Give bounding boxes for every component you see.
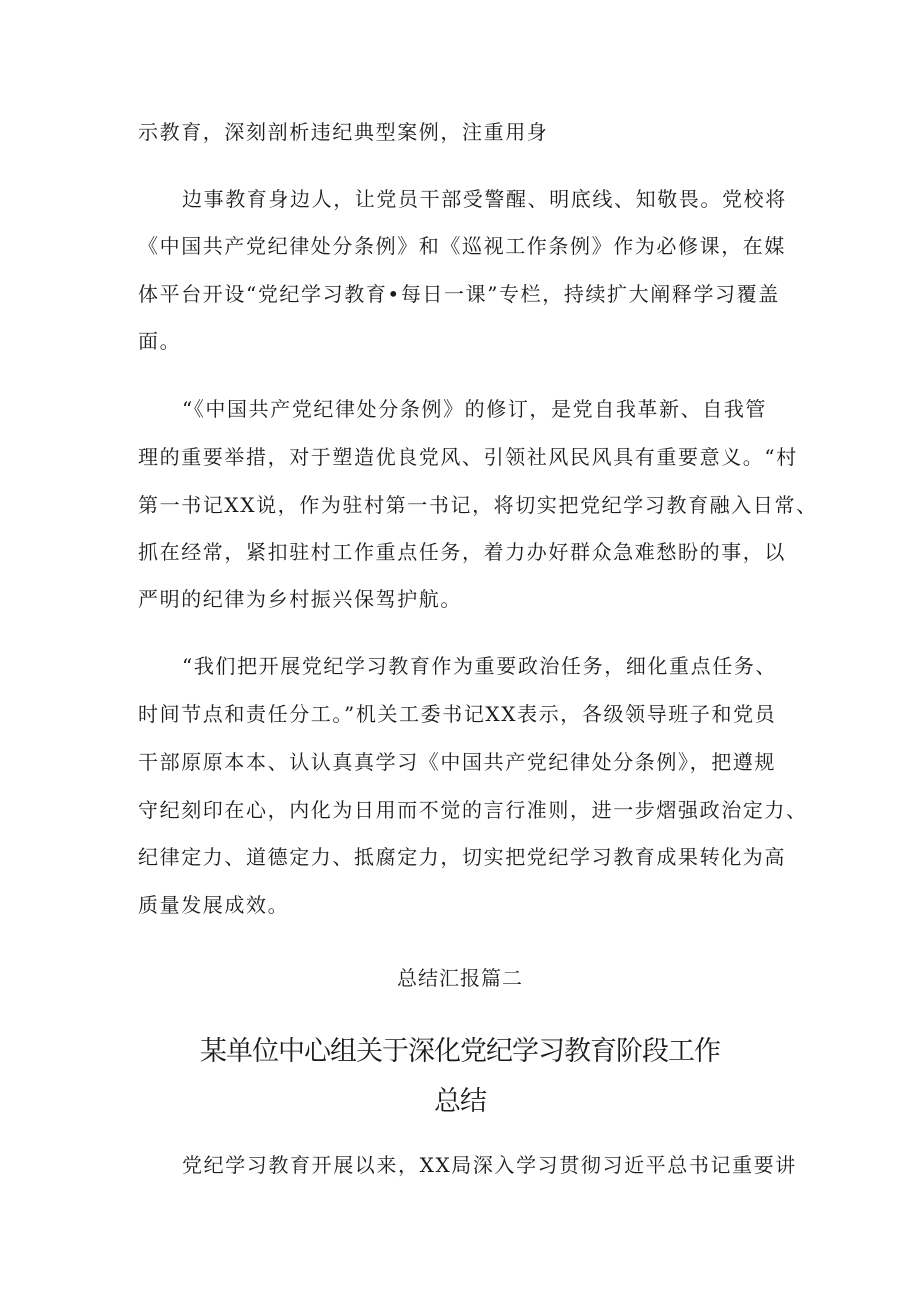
text-line: 守纪刻印在心，内化为日用而不觉的言行准则，进一步熠强政治定力、 — [138, 798, 808, 822]
text-line: 示教育，深刻剖析违纪典型案例，注重用身 — [138, 120, 549, 144]
document-title: 某单位中心组关于深化党纪学习教育阶段工作 — [200, 1036, 720, 1067]
text-line: 边事教育身边人，让党员干部受警醒、明底线、知敬畏。党校将 — [182, 187, 787, 211]
text-line: “我们把开展党纪学习教育作为重要政治任务，细化重点任务、 — [182, 654, 778, 678]
text-line: 质量发展成效。 — [138, 893, 290, 917]
text-line: 党纪学习教育开展以来，XX局深入学习贯彻习近平总书记重要讲 — [182, 1153, 797, 1177]
text-line: 体平台开设“党纪学习教育•每日一课”专栏，持续扩大阐释学习覆盖 — [138, 282, 780, 306]
text-line: 面。 — [138, 329, 182, 353]
text-line: 纪律定力、道德定力、抵腐定力，切实把党纪学习教育成果转化为高 — [138, 845, 786, 869]
document-title-continued: 总结 — [434, 1086, 486, 1117]
text-line: 《中国共产党纪律处分条例》和《巡视工作条例》作为必修课，在媒 — [138, 234, 786, 258]
section-label: 总结汇报篇二 — [397, 966, 523, 990]
text-line: 干部原原本本、认认真真学习《中国共产党纪律处分条例》，把遵规 — [138, 750, 776, 774]
text-line: 严明的纪律为乡村振兴保驾护航。 — [138, 587, 462, 611]
text-line: 时间节点和责任分工。”机关工委书记XX表示，各级领导班子和党员 — [138, 702, 777, 726]
text-line: “《中国共产党纪律处分条例》的修订，是党自我革新、自我管 — [182, 397, 768, 421]
text-line: 理的重要举措，对于塑造优良党风、引领社风民风具有重要意义。“村 — [138, 445, 798, 469]
text-line: 第一书记XX说，作为驻村第一书记，将切实把党纪学习教育融入日常、 — [138, 493, 818, 517]
text-line: 抓在经常，紧扣驻村工作重点任务，着力办好群众急难愁盼的事，以 — [138, 540, 786, 564]
